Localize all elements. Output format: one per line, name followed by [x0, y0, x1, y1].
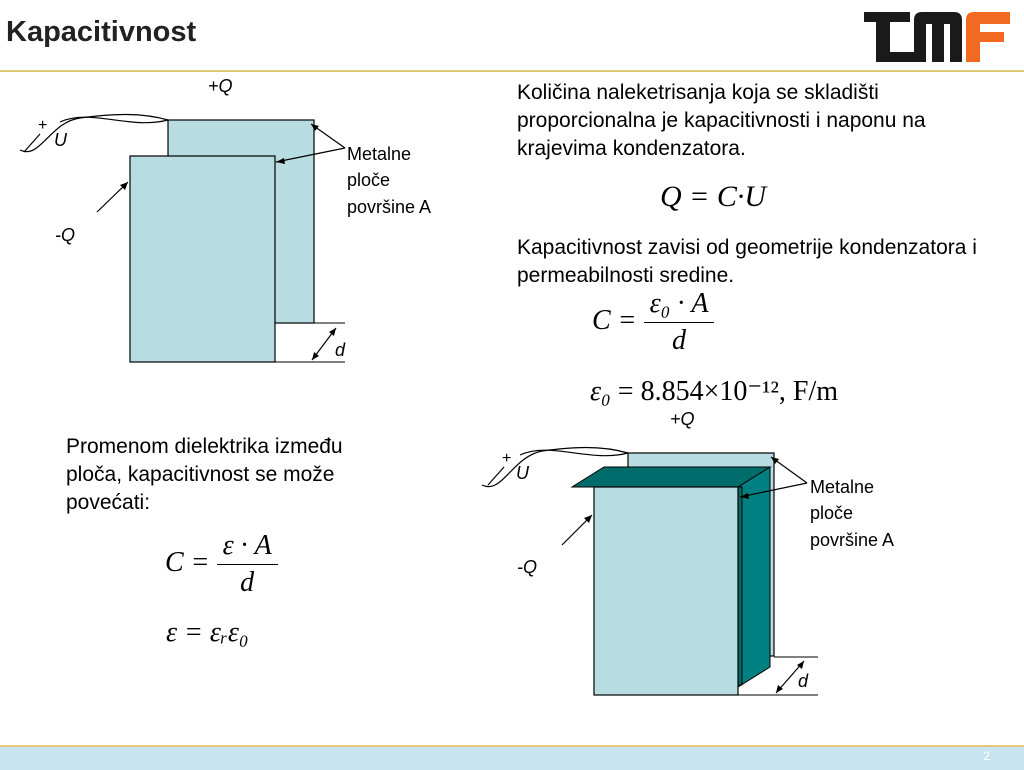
formula-capacitance-dielectric-lhs: C =: [165, 546, 210, 578]
d-arrowhead-top: [329, 328, 336, 336]
tmf-logo: [864, 6, 1010, 66]
formula-capacitance-fraction: [644, 288, 715, 357]
logo-text: tmf: [864, 6, 866, 7]
plates-label-line1: Metalne: [347, 144, 412, 164]
distance-label: d: [798, 671, 809, 691]
capacitor-diagram-top: [0, 72, 470, 382]
formula-epsilon0-rhs: = 8.854×10⁻¹², F/m: [617, 376, 839, 407]
plates-label-line3: površine A: [347, 197, 432, 217]
front-plate: [594, 487, 738, 695]
formula-permittivity: ε = εᵣε₀: [166, 617, 249, 648]
voltage-label: U: [54, 130, 67, 150]
dielectric-top: [572, 467, 770, 487]
formula-capacitance-dielectric: [165, 530, 278, 599]
formula-capacitance-denominator: d: [672, 325, 687, 356]
capacitor-diagram-bottom: [470, 405, 930, 705]
formula-q-cu: Q = C·U: [660, 180, 767, 213]
plates-label-line2: ploče: [347, 170, 391, 190]
plus-q-label: +Q: [208, 76, 233, 96]
front-plate: [130, 156, 275, 362]
d-arrowhead-bottom: [312, 352, 319, 360]
voltage-label: U: [516, 463, 529, 483]
footer-bar: [0, 745, 1024, 770]
formula-capacitance-dielectric-denominator: d: [240, 567, 255, 598]
minus-q-label: -Q: [517, 557, 537, 577]
formula-capacitance-numerator: ε₀ · A: [644, 288, 715, 323]
voltage-arrow: [24, 134, 40, 152]
plus-q-label: +Q: [670, 409, 695, 429]
page-number: 2: [983, 749, 990, 763]
formula-epsilon0-lhs: ε₀: [590, 376, 611, 407]
formula-capacitance-dielectric-numerator: ε · A: [217, 530, 278, 565]
formula-capacitance-lhs: C =: [592, 304, 637, 336]
distance-label: d: [335, 340, 346, 360]
paragraph-geometry: Kapacitivnost zavisi od geometrije kondenzatora i permeabilnosti sredine.: [517, 236, 977, 287]
plates-label-line2: ploče: [810, 503, 854, 523]
paragraph-charge: Količina naleketrisanja koja se skladišti proporcionalna je kapacitivnosti i naponu na krajevima kondenzatora.: [517, 81, 926, 160]
voltage-arrow: [488, 467, 504, 485]
plus-sign-label: +: [38, 117, 48, 134]
page-title: Kapacitivnost: [6, 16, 197, 48]
wire-top: [60, 117, 168, 123]
paragraph-dielectric: Promenom dielektrika između ploča, kapacitivnost se može povećati:: [66, 435, 343, 514]
formula-capacitance: [592, 288, 714, 357]
plates-label-line1: Metalne: [810, 477, 875, 497]
plus-sign-label: +: [502, 450, 512, 467]
minus-q-label: -Q: [55, 225, 75, 245]
formula-capacitance-dielectric-fraction: [217, 530, 278, 599]
plates-label-line3: površine A: [810, 530, 895, 550]
formula-epsilon0: [590, 374, 838, 408]
